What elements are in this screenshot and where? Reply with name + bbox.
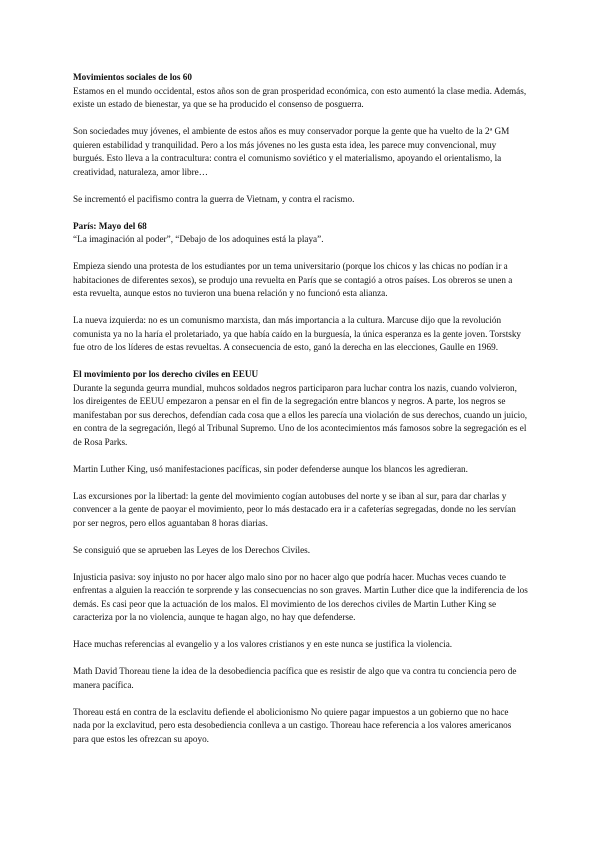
- paragraph: Las excursiones por la libertad: la gente del movimiento cogían autobuses del norte y se iban al sur, para dar charlas y convencer a la gente de paoyar el movimiento, peor lo más destacado era ir a cafeterías segregadas, donde no les servían por ser negros, pero ellos aguantaban 8 horas diarias.: [73, 490, 516, 528]
- section-paris: [73, 220, 528, 247]
- paragraph: Se consiguió que se aprueben las Leyes de los Derechos Civiles.: [73, 544, 311, 555]
- section-title: Movimientos sociales de los 60: [73, 72, 192, 82]
- paragraph: Empieza siendo una protesta de los estudiantes por un tema universitario (porque los chicos y las chicas no podían ir a habitaciones de diferentes sexos), se produjo una revuelta en París que se contagió a otros países. Los obreros se unen a esta revuelta, aunque estos no tuvieron una buena relación y no funcionó esta alianza.: [73, 261, 513, 298]
- section-derechos-civiles: [73, 368, 528, 449]
- paragraph: Hace muchas referencias al evangelio y a los valores cristianos y en este nunca se justifica la violencia.: [73, 639, 453, 649]
- section-title-rest: : Mayo del 68: [93, 220, 147, 231]
- paragraph: Durante la segunda geurra mundial, muhcos soldados negros participaron para luchar contra los nazis, cuando volvieron, los direigentes de EEUU empezaron a pensar en el fin de la segregación entre blancos y negros. A parte, los negros se manifestaban por sus derechos, defendían cada cosa que a ellos les parecía una violación de sus derechos, cuando un juicio, en contra de la segregación, llegó al Tribunal Supremo. Uno de los acontecimientos más famosos sobre la segregación es el de Rosa Parks.: [73, 382, 528, 447]
- paragraph: Son sociedades muy jóvenes, el ambiente de estos años es muy conservador porque la gente que ha vuelto de la 2ª GM quieren estabilidad y tranquilidad. Pero a los más jóvenes no les gusta esta idea, les parece muy convencional, muy burgués. Esto lleva a la contracultura: contra el comunismo soviético y el materialismo, apoyando el orientalismo, la creatividad, naturaleza, amor libre…: [73, 126, 510, 177]
- paragraph: Injusticia pasiva: soy injusto no por hacer algo malo sino por no hacer algo que podría hacer. Muchas veces cuando te enfrentas a alguien la reacción te sorprende y las consecuencias no son graves. Martin Luther dice que la indiferencia de los demás. Es casi peor que la actuación de los malos. El movimiento de los derechos civiles de Martin Luther King se caracteriza por la no violencia, aunque te hagan algo, no hay que defenderse.: [73, 571, 528, 622]
- paragraph: La nueva izquierda: no es un comunismo marxista, dan más importancia a la cultura. Marcuse dijo que la revolución comunista ya no la haría el proletariado, ya que había caído en la burguesía, la única esperanza es la gente joven. Torstsky fue otro de los líderes de estas revueltas. A consecuencia de esto, ganó la derecha en las elecciones, Gaulle en 1969.: [73, 315, 522, 352]
- paragraph: Se incrementó el pacifismo contra la guerra de Vietnam, y contra el racismo.: [73, 193, 355, 204]
- section-title: El movimiento por los derecho civiles en EEUU: [73, 369, 259, 379]
- document-body: [73, 71, 528, 760]
- section-title-place: París: [73, 220, 94, 231]
- paragraph: Math David Thoreau tiene la idea de la desobediencia pacífica que es resistir de algo que va contra tu conciencia pero de manera pacífica.: [73, 666, 517, 690]
- paragraph: Thoreau está en contra de la esclavitu defiende el abolicionismo No quiere pagar impuestos a un gobierno que no hace nada por la exclavitud, pero esta desobediencia conlleva a un castigo. Thoreau hace referencia a los valores americanos para que estos les ofrezcan su apoyo.: [73, 706, 512, 744]
- paragraph: Estamos en el mundo occidental, estos años son de gran prosperidad económica, con esto aumentó la clase media. Además, existe un estado de bienestar, ya que se ha producido el consenso de posguerra.: [73, 85, 527, 109]
- paragraph: Martin Luther King, usó manifestaciones pacíficas, sin poder defenderse aunque los blancos les agredieran.: [73, 463, 468, 474]
- section-title: [73, 220, 528, 234]
- quote: “La imaginación al poder”, “Debajo de los adoquines está la playa”.: [73, 234, 324, 244]
- section-sociales: [73, 71, 528, 112]
